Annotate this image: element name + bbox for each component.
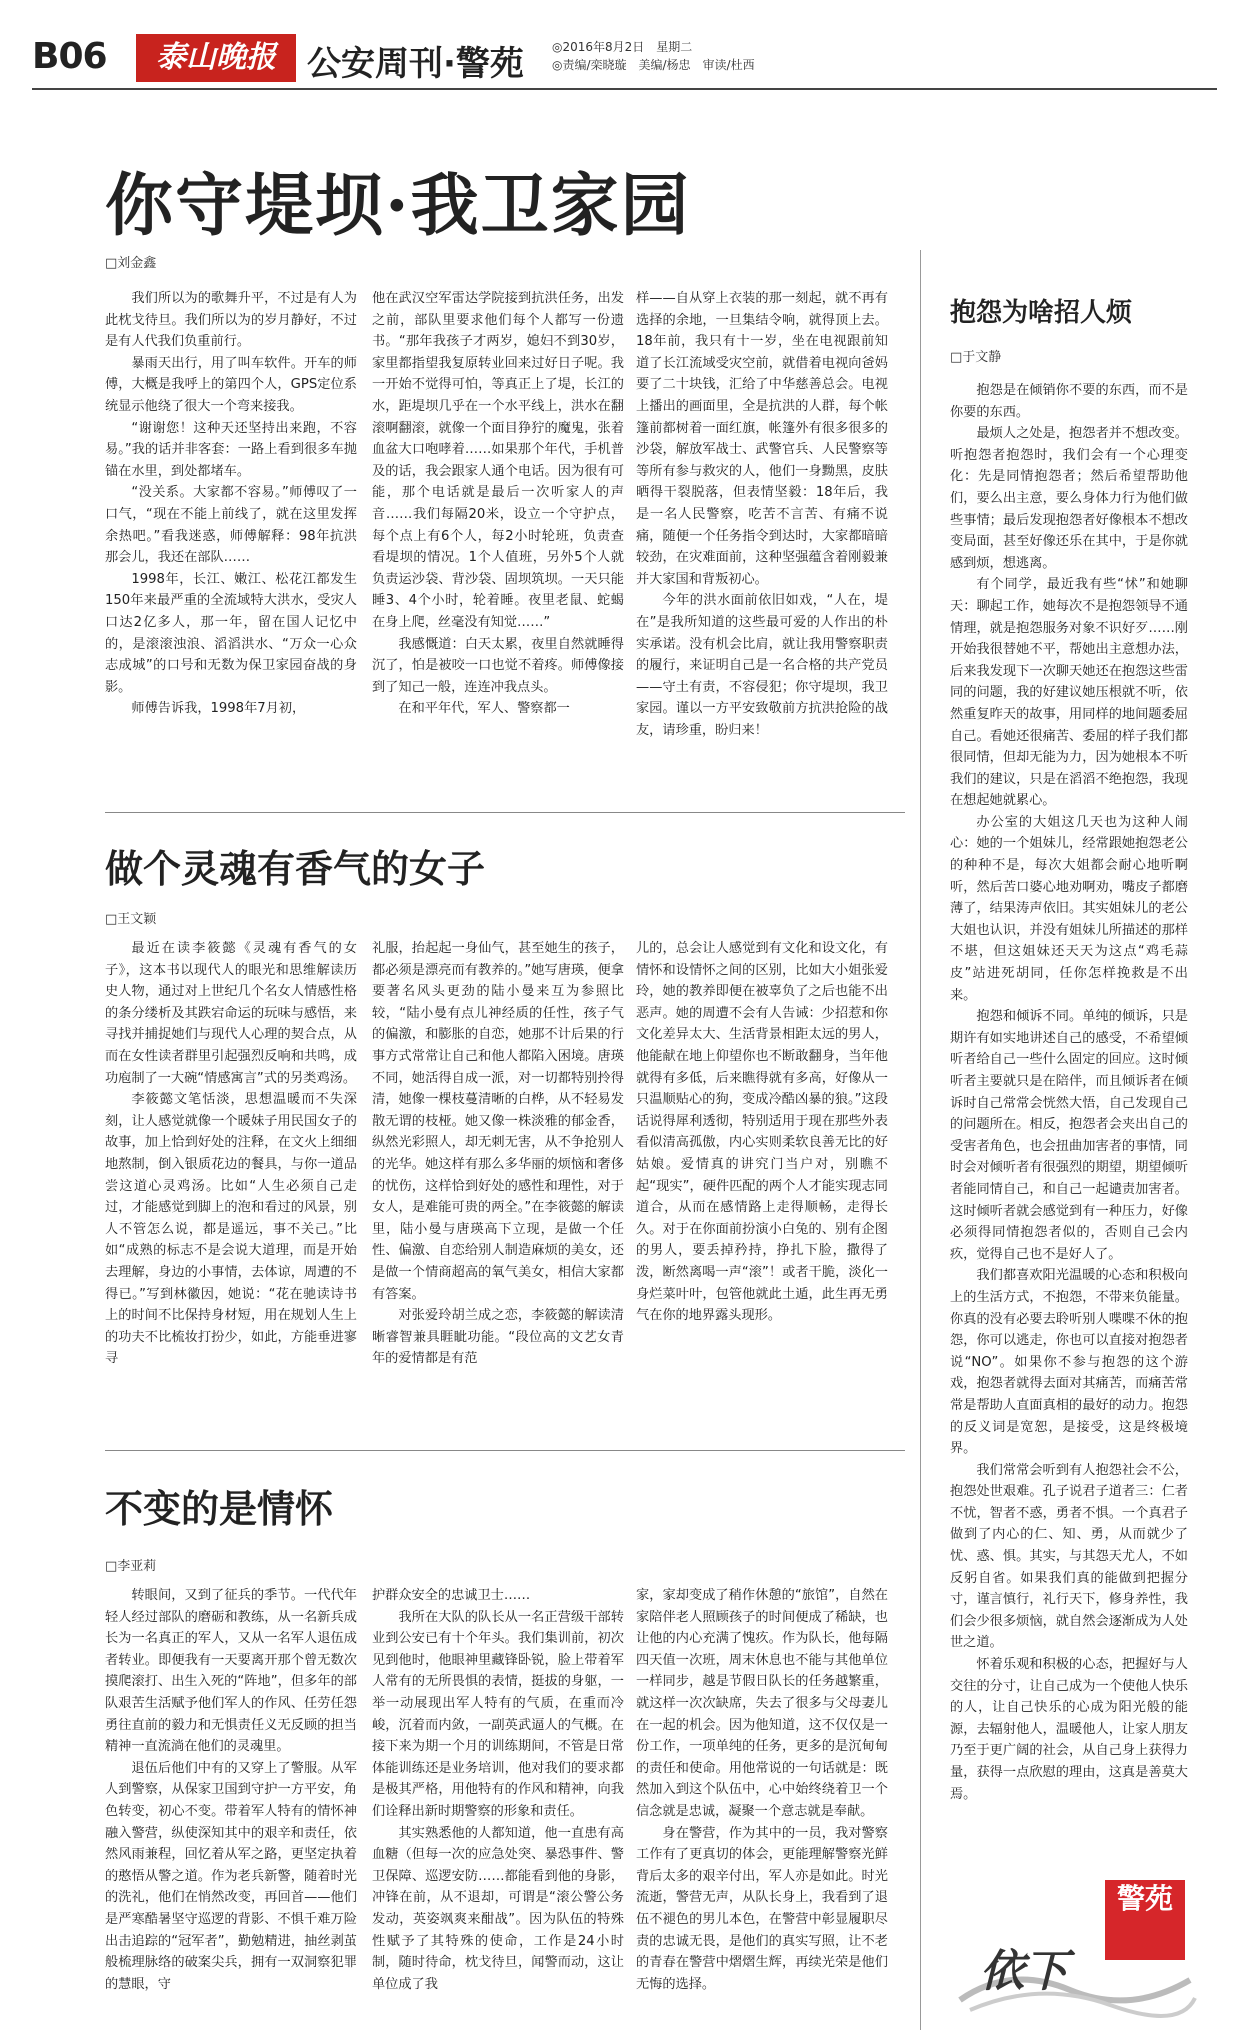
issue-editors: ◎责编/栾晓璇 美编/杨忠 审读/杜西 [552, 58, 755, 72]
header-rule [32, 88, 1217, 90]
paragraph: 转眼间，又到了征兵的季节。一代代年轻人经过部队的磨砺和教练，从一名新兵成长为一名真正的军人，又从一名军人退伍成者转业。即便我有一天要离开那个曾无数次摸爬滚打、出生入死的“阵地”，但多年的部队艰苦生活赋予他们军人的作风、任劳任怨勇往直前的毅力和无惧责任义无反顾的担当精神一直流淌在他们的灵魂里。 [105, 1588, 357, 1755]
paragraph: 我们都喜欢阳光温暖的心态和积极向上的生活方式，不抱怨，不带来负能量。你真的没有必要去聆听别人喋喋不休的抱怨，你可以逃走，你也可以直接对抱怨者说“NO”。如果你不参与抱怨的这个游戏，抱怨者就得去面对其痛苦，而痛苦常常是帮助人直面真相的最好的动力。抱怨的反义词是宽恕，是接受，这是终极境界。 [950, 1268, 1188, 1457]
paragraph: 其实熟悉他的人都知道，他一直患有高血糖（但每一次的应急处突、暴恐事件、警卫保障、巡逻安防……都能看到他的身影，冲锋在前，从不退却，可谓是“滚公警公务发动，英姿飒爽来酣战”。因为队伍的特殊性赋予了其特殊的使命，工作是24小时制，随时待命，枕戈待旦，闻警而动，这让单位成了我 [372, 1825, 624, 1992]
article4-body [950, 380, 1188, 1860]
paragraph: 他在武汉空军雷达学院接到抗洪任务，出发之前，部队里要求他们每个人都写一份遗书。“那年我孩子才两岁，媳妇不到30岁，家里都指望我复原转业回来过好日子呢。我一开始不觉得可怕，等真正上了堤，长江的水，距堤坝几乎在一个水平线上，洪水在翻滚啊翻滚，就像一个面目狰狞的魔鬼，张着血盆大口咆哮着……如果那个年代，手机普及的话，我会跟家人通个电话。因为很有可能，那个电话就是最后一次听家人的声音……我们每隔20米，设立一个守护点，每个点上有6个人，每2小时轮班，负责查看堤坝的情况。1个人值班，另外5个人就负责运沙袋、背沙袋、固坝筑坝。一天只能睡3、4个小时，轮着睡。夜里老鼠、蛇蝎在身上爬，丝毫没有知觉……” [372, 291, 624, 630]
paragraph: 家，家却变成了稍作休憩的“旅馆”，自然在家陪伴老人照顾孩子的时间便成了稀缺，也让他的内心充满了愧疚。作为队长，他每隔四天值一次班，周末休息也不能与其他单位一样同步，越是节假日队长的任务越繁重，就这样一次次缺席，失去了很多与父母妻儿在一起的机会。因为他知道，这不仅仅是一份工作，一项单纯的任务，更多的是沉甸甸的责任和使命。用他常说的一句话就是：既然加入到这个队伍中，心中始终绕着卫一个信念就是忠诚，凝聚一个意志就是奉献。 [636, 1588, 888, 1819]
article1-col1 [105, 288, 357, 770]
paragraph: 护群众安全的忠诚卫士…… [372, 1588, 531, 1603]
article3-title: 不变的是情怀 [105, 1486, 334, 1531]
article2-byline: □王文颖 [105, 912, 157, 927]
paragraph: 样——自从穿上衣装的那一刻起，就不再有选择的余地，一旦集结令响，就得顶上去。18年前，我只有十一岁，坐在电视跟前知道了长江流域受灾空前，就借着电视向爸妈要了二十块钱，汇给了中华慈善总会。电视上播出的画面里，全是抗洪的人群，每个帐篷前都树着一面红旗，帐篷外有很多很多的沙袋，解放军战士、武警官兵、人民警察等等所有参与救灾的人，他们一身黝黑，皮肤晒得干裂脱落，但表情坚毅：18年后，我是一名人民警察，吃苦不言苦、有痛不说痛，随便一个任务指令到达时，大家都暗暗较劲，在灾难面前，这种坚强蕴含着刚毅兼并大家国和背叛初心。 [636, 291, 888, 587]
article2-col3 [636, 938, 888, 1422]
article2-title: 做个灵魂有香气的女子 [105, 846, 486, 891]
page-number: B06 [32, 36, 107, 77]
paragraph: 我感慨道：白天太累，夜里自然就睡得沉了，怕是被咬一口也觉不着疼。师傅像接到了知己一般，连连冲我点头。 [372, 636, 624, 695]
section-title: 公安周刊·警苑 [307, 44, 524, 84]
calligraphy-mark: 依下 [980, 1946, 1068, 1997]
article1-col3 [636, 288, 888, 770]
paragraph: 在和平年代，军人、警察都一 [398, 701, 570, 717]
article1-title: 你守堤坝·我卫家园 [105, 166, 691, 246]
article1-col2 [372, 288, 624, 770]
article3-col1 [105, 1585, 357, 2025]
paragraph: 李筱懿文笔恬淡，思想温暖而不失深刻，让人感觉就像一个暖妹子用民国女子的故事，加上恰到好处的注释，在文火上细细地熬制，倒入银质花边的餐具，与你一道品尝这道心灵鸡汤。比如“人生必须自己走过，才能感觉到脚上的泡和看过的风景，别人不管怎么说，都是遥远，事不关己。”比如“成熟的标志不是会说大道理，而是开始去理解，身边的小事情，去体谅，周遭的不得已。”写到林徽因，她说：“花在驰读诗书上的时间不比保持身材短，用在规划人生上的功夫不比梳妆打扮少，如此，方能垂进寥寻 [105, 1092, 357, 1367]
paragraph: 最近在读李筱懿《灵魂有香气的女子》，这本书以现代人的眼光和思维解读历史人物，通过对上世纪几个名女人情感性格的条分缕析及其跌宕命运的玩味与感悟，来寻找并捕捉她们与现代人心理的契合点，从而在女性读者群里引起强烈反响和共鸣，成功庖制了一大碗“情感寓言”式的另类鸡汤。 [105, 941, 357, 1086]
article2-col2 [372, 938, 624, 1422]
issue-date: ◎2016年8月2日 星期二 [552, 40, 693, 54]
paragraph: 我们所以为的歌舞升平，不过是有人为此枕戈待旦。我们所以为的岁月静好，不过是有人代我们负重前行。 [105, 291, 357, 350]
red-seal: 警苑 [1105, 1880, 1185, 1960]
article2-col1 [105, 938, 357, 1422]
paragraph: 退伍后他们中有的又穿上了警服。从军人到警察，从保家卫国到守护一方平安，角色转变，初心不变。带着军人特有的情怀神融入警营，纵使深知其中的艰辛和责任，依然风雨兼程，回忆着从军之路，更坚定执着的憨悟从警之道。作为老兵新警，随着时光的洗礼，他们在悄然改变，再回首——他们是严寒酷暑坚守巡逻的背影、不惧千难万险出击追踪的“冠军者”，勤勉精进，抽丝剥茧般梳理脉络的破案尖兵，拥有一双洞察犯罪的慧眼，守 [105, 1760, 357, 1992]
paragraph: 今年的洪水面前依旧如戏，“人在，堤在”是我所知道的这些最可爱的人作出的朴实承诺。没有机会比肩，就让我用警察职责的履行，来证明自己是一名合格的共产党员——守土有责，不容侵犯；你守堤坝，我卫家园。谨以一方平安致敬前方抗洪抢险的战友，请珍重，盼归来！ [636, 593, 888, 738]
article4-title: 抱怨为啥招人烦 [950, 298, 1133, 328]
article3-col3 [636, 1585, 888, 2025]
paragraph: 身在警营，作为其中的一员，我对警察工作有了更真切的体会，更能理解警察光鲜背后太多的艰辛付出，军人亦是如此。时光流逝，警营无声，从队长身上，我看到了退伍不褪色的男儿本色，在警营中彰显履职尽责的忠诚无畏，是他们的真实写照，让不老的青春在警营中熠熠生辉，再续光荣是他们无悔的选择。 [636, 1825, 888, 1992]
article3-col2 [372, 1585, 624, 2025]
paragraph: “没关系。大家都不容易。”师傅叹了一口气，“现在不能上前线了，就在这里发挥余热吧。”看我迷惑，师傅解释：98年抗洪那会儿，我还在部队…… [105, 485, 357, 566]
paragraph: 1998年，长江、嫩江、松花江都发生150年来最严重的全流域特大洪水，受灾人口达2亿多人，那一年，留在国人记忆中的，是滚滚浊浪、滔滔洪水、“万众一心众志成城”的口号和无数为保卫家园奋战的身影。 [105, 571, 357, 695]
article4-byline: □于文静 [950, 350, 1002, 365]
issue-meta [552, 38, 755, 74]
column-rule [920, 250, 921, 2030]
paragraph: 有个同学，最近我有些“怵”和她聊天：聊起工作，她每次不是抱怨领导不通情理，就是抱怨服务对象不识好歹……刚开始我很替她不平，帮她出主意想办法，后来我发现下一次聊天她还在抱怨这些雷同的问题，我的好建议她压根就不听，依然重复昨天的故事，用同样的地间题委屈自己。看她还很痛苦、委屈的样子我们都很同情，但却无能为力，因为她根本不听我们的建议，只是在滔滔不绝抱怨，我现在想起她就累心。 [950, 577, 1188, 809]
paragraph: 怀着乐观和积极的心态，把握好与人交往的分寸，让自己成为一个使他人快乐的人，让自己快乐的心成为阳光般的能源，去辐射他人，温暖他人，让家人朋友乃至于更广阔的社会，从自己身上获得力量，获得一点欣慰的理由，这真是善莫大焉。 [950, 1657, 1188, 1802]
paragraph: 办公室的大姐这几天也为这种人闹心：她的一个姐妹儿，经常跟她抱怨老公的种种不是，每次大姐都会耐心地听啊听，然后苦口婆心地劝啊劝，嘴皮子都磨薄了，结果涛声依旧。其实姐妹儿的老公大姐也认识，并没有姐妹儿所描述的那样不堪，但这姐妹还天天为这点“鸡毛蒜皮”站进死胡同，任你怎样挽救是不出来。 [950, 814, 1188, 1003]
newspaper-logo: 泰山晚报 [136, 34, 296, 82]
page-header [32, 34, 1217, 86]
divider [105, 1450, 905, 1451]
divider [105, 812, 905, 813]
paragraph: 抱怨和倾诉不同。单纯的倾诉，只是期许有如实地讲述自己的感受，不希望倾听者给自己一些什么固定的回应。这时倾听者主要就只是在陪伴，而且倾诉者在倾诉时自己常常会恍然大悟，自己发现自己的问题所在。相反，抱怨者会夹出自己的受害者角色，也会扭曲加害者的事情，同时会对倾听者有很强烈的期望，期望倾听者能同情自己，和自己一起谴责加害者。这时倾听者就会感觉到有一种压力，好像必须得同情抱怨者似的，否则自己会内疚，觉得自己也不是好人了。 [950, 1009, 1188, 1262]
article3-byline: □李亚莉 [105, 1559, 157, 1574]
paragraph: 最烦人之处是，抱怨者并不想改变。听抱怨者抱怨时，我们会有一个心理变化：先是同情抱怨者；然后希望帮助他们，要么出主意，要么身体力行为他们做些事情；最后发现抱怨者好像根本不想改变局面，甚至好像还乐在其中，于是你就感到烦，想逃离。 [950, 426, 1188, 571]
paragraph: “谢谢您！这种天还坚持出来跑，不容易。”我的话并非客套：一路上看到很多车抛锚在水里，到处都堵车。 [105, 420, 357, 479]
paragraph: 我所在大队的队长从一名正营级干部转业到公安已有十个年头。我们集训前，初次见到他时，他眼神里藏锋卧锐，脸上带着军人常有的无所畏惧的表情，挺拔的身躯，一举一动展现出军人特有的气质，在重而冷峻，沉着而内敛，一副英武逼人的气概。在接下来为期一个月的训练期间，不管是日常体能训练还是业务培训，他对我们的要求都是极其严格，用他特有的作风和精神，向我们诠释出新时期警察的形象和责任。 [372, 1609, 624, 1819]
paragraph: 我们常常会听到有人抱怨社会不公，抱怨处世艰难。孔子说君子道者三：仁者不忧，智者不惑，勇者不惧。一个真君子做到了内心的仁、知、勇，从而就少了忧、惑、惧。其实，与其怨天尤人，不如反躬自省。如果我们真的能做到把握分寸，谨言慎行，礼行天下，修身养性，我们会少很多烦恼，就自然会逐渐成为人处世之道。 [950, 1462, 1188, 1651]
paragraph: 暴雨天出行，用了叫车软件。开车的师傅，大概是我呼上的第四个人，GPS定位系统显示他绕了很大一个弯来接我。 [105, 355, 357, 414]
paragraph: 师傅告诉我，1998年7月初， [131, 701, 306, 717]
paragraph: 礼服，抬起起一身仙气，甚至她生的孩子，都必须是漂亮而有教养的。”她写唐瑛，便拿要著名风头更劲的陆小曼来互为参照比较，“陆小曼有点儿神经质的任性，孩子气的偏激，和膨胀的自恋，她那不计后果的行事方式常常让自己和他人都陷入困境。唐瑛不同，她活得自成一派，对一切都特别拎得清，她像一棵枝蔓清晰的白桦，从不轻易发散无谓的枝桠。她又像一株淡雅的郁金香，纵然光彩照人，却无刺无害，从不争抢别人的光华。她这样有那么多华丽的烦恼和奢侈的忧伤，这样恰到好处的感性和理性，对于女人，是难能可贵的两全。”在李筱懿的解读里，陆小曼与唐瑛高下立现，是做一个任性、偏激、自恋给别人制造麻烦的美女，还是做一个情商超高的氧气美女，相信大家都有答案。 [372, 941, 624, 1302]
paragraph: 儿的，总会让人感觉到有文化和设文化，有情怀和设情怀之间的区别，比如大小姐张爱玲，她的教养即便在被辜负了之后也能不出恶声。她的周遭不会有人告诫：少招惹和你文化差异太大、生活背景相距太远的男人，他能献在地上仰望你也不断敢翻身，当年他就得有多低，后来瞧得就有多高，好像从一只温顺贴心的狗，变成冷酷凶暴的狼。”这段话说得犀利透彻，特别适用于现在那些外表看似清高孤傲，内心实则柔软良善无比的好姑娘。爱情真的讲究门当户对，别瞧不起“现实”，硬件匹配的两个人才能实现志同道合，从而在感情路上走得顺畅，走得长久。对于在你面前扮演小白兔的、别有企图的男人，要丢掉矜持，挣扎下脸，撒得了泼，断然离喝一声“滚”！或者干脆，淡化一身烂菜叶叶，包管他就此土遁，此生再无勇气在你的地界露头现形。 [636, 941, 888, 1324]
article1-byline: □刘金鑫 [105, 256, 157, 271]
paragraph: 对张爱玲胡兰成之恋，李筱懿的解读清晰睿智兼具睚眦功能。“段位高的文艺女青年的爱情都是有范 [372, 1308, 624, 1367]
paragraph: 抱怨是在倾销你不要的东西，而不是你要的东西。 [950, 383, 1188, 420]
